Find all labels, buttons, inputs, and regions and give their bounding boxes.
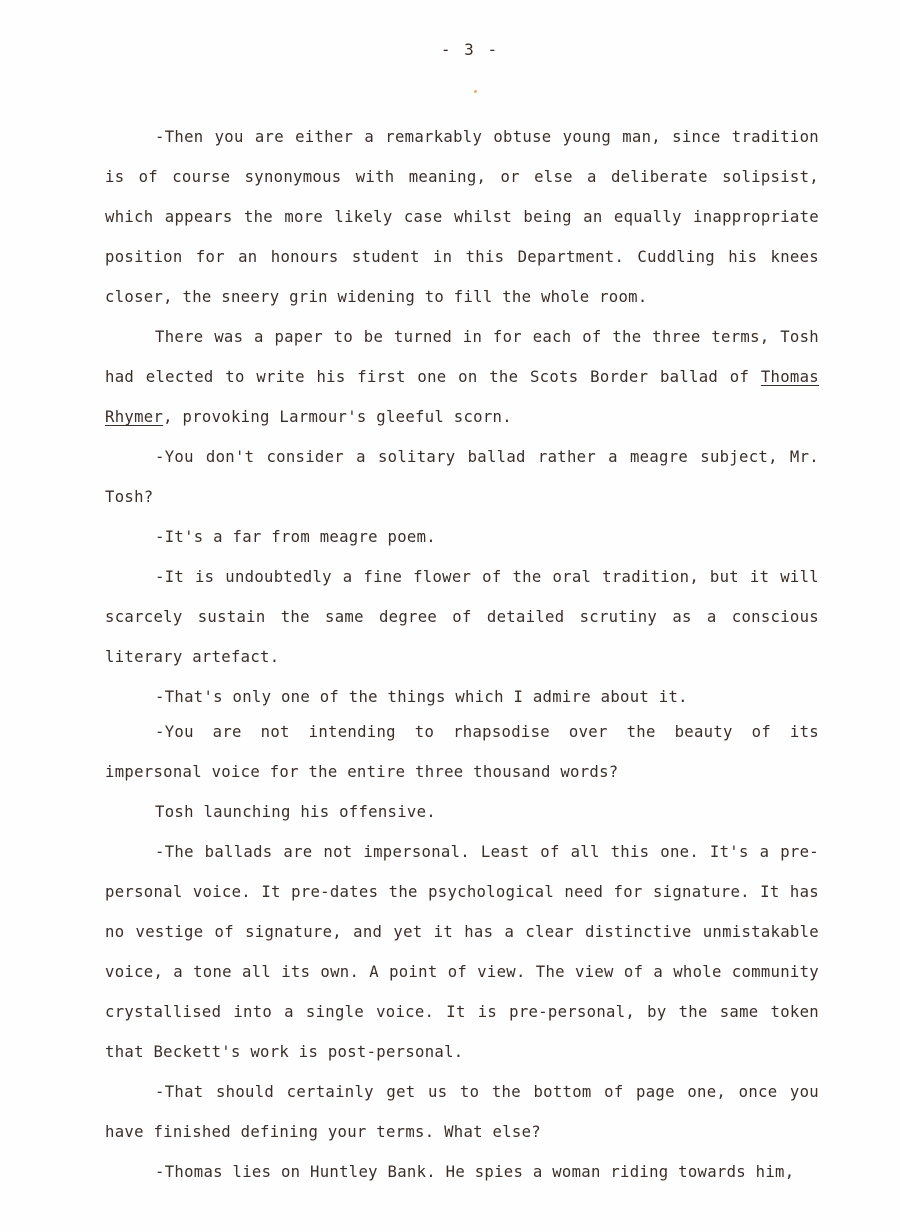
ballad-title: Thomas Rhymer xyxy=(105,368,819,426)
paragraph: -The ballads are not impersonal. Least of all this one. It's a pre-personal voice. It pre-dates the psychological need for signature. It has no vestige of signature, and yet it has a clear distinctive unmistakable voice, a tone all its own. A point of view. The view of a whole community crystallised into a single voice. It is pre-personal, by the same token that Beckett's work is post-personal. xyxy=(105,843,819,1061)
paragraph: -You don't consider a solitary ballad rather a meagre subject, Mr. Tosh? xyxy=(105,448,819,506)
paragraph-text: , provoking Larmour's gleeful scorn. xyxy=(163,408,512,426)
paragraph xyxy=(105,317,819,437)
page-number: - 3 - xyxy=(440,40,500,59)
paragraph: -That should certainly get us to the bottom of page one, once you have finished defining your terms. What else? xyxy=(105,1083,819,1141)
paragraph: -It's a far from meagre poem. xyxy=(155,528,436,546)
paragraph: Tosh launching his offensive. xyxy=(155,803,436,821)
paragraph: -Thomas lies on Huntley Bank. He spies a woman riding towards him, xyxy=(155,1163,795,1181)
paragraph-text: There was a paper to be turned in for each of the three terms, Tosh had elected to write his first one on the Scots Border ballad of xyxy=(105,328,819,386)
paragraph: -Then you are either a remarkably obtuse young man, since tradition is of course synonymous with meaning, or else a deliberate solipsist, which appears the more likely case whilst being an equally inappropriate position for an honours student in this Department. Cuddling his knees closer, the sneery grin widening to fill the whole room. xyxy=(105,128,819,306)
body-text xyxy=(105,117,819,1192)
paragraph: -That's only one of the things which I admire about it. xyxy=(155,688,688,706)
paragraph: -It is undoubtedly a fine flower of the oral tradition, but it will scarcely sustain the same degree of detailed scrutiny as a conscious literary artefact. xyxy=(105,568,819,666)
paragraph: -You are not intending to rhapsodise over the beauty of its impersonal voice for the entire three thousand words? xyxy=(105,723,819,781)
paper-speck xyxy=(474,90,477,93)
